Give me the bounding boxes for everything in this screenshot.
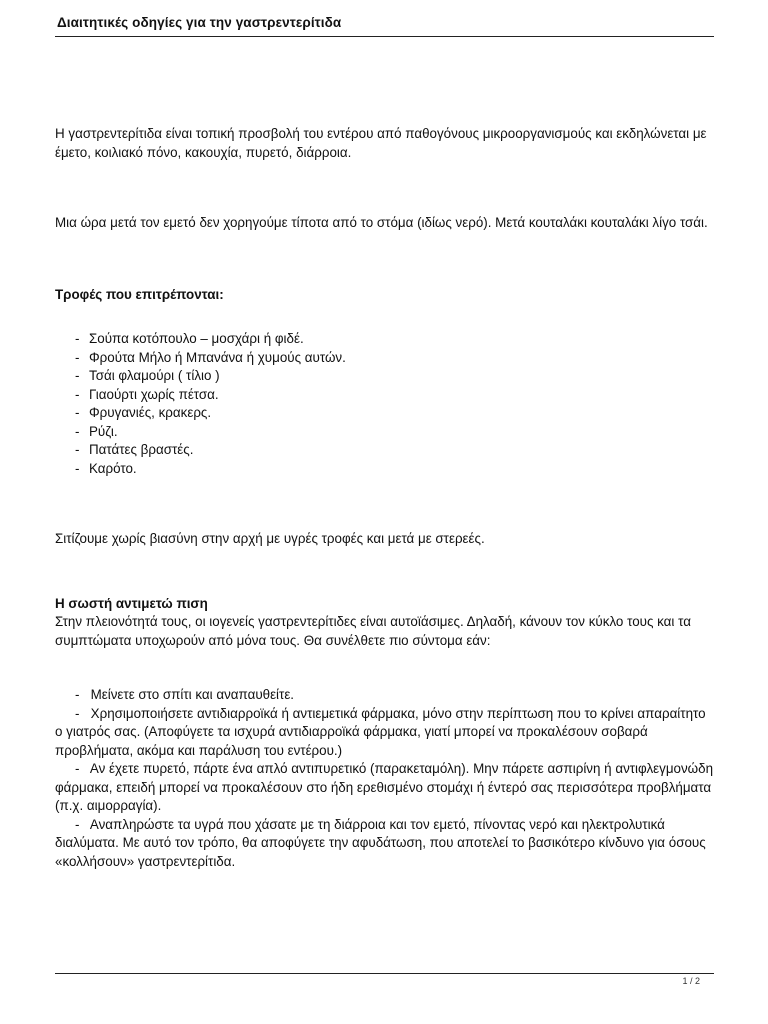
list-dash: - [75,761,80,776]
list-dash: - [75,405,80,420]
list-item-text: Αν έχετε πυρετό, πάρτε ένα απλό αντιπυρετικό (παρακεταμόλη). Μην πάρετε ασπιρίνη ή αντιφλεγμονώδη φάρμακα, επειδή μπορεί να προκαλέσουν στο ήδη ερεθισμένο στομάχι ή έντερό σας περισσότερα προβλήματα (π.χ. αιμορραγία). [55,761,714,813]
feeding-paragraph: Σιτίζουμε χωρίς βιασύνη στην αρχή με υγρές τροφές και μετά με στερεές. [55,531,485,546]
page-header [55,14,714,37]
list-item [55,816,715,872]
list-item [55,705,715,761]
list-item [55,686,715,705]
allowed-foods-list [55,330,715,478]
allowed-foods-heading: Τροφές που επιτρέπονται: [55,286,224,302]
list-item-text: Αναπληρώστε τα υγρά που χάσατε με τη διάρροια και τον εμετό, πίνοντας νερό και ηλεκτρολυτικά διαλύματα. Με αυτό τον τρόπο, θα αποφύγετε την αφυδάτωση, που αποτελεί το βασικότερο κίνδυνο για όσους «κολλήσουν» γαστρεντερίτιδα. [55,816,706,869]
list-item-text: Φρυγανιές, κρακερς. [89,405,212,420]
list-dash: - [75,423,80,439]
majority-paragraph: Στην πλειονότητά τους, οι ιογενείς γαστρεντερίτιδες είναι αυτοϊάσιμες. Δηλαδή, κάνουν τον κύκλο τους και τα συμπτώματα υποχωρούν από μόνα τους. Θα συνέλθετε πιο σύντομα εάν: [55,614,691,648]
list-dash: - [75,705,80,721]
document-body [55,125,715,871]
list-item [55,460,715,479]
document-title: Διαιτητικές οδηγίες για την γαστρεντερίτιδα [57,15,342,30]
list-item [55,760,715,816]
treatment-heading: Η σωστή αντιμετώ πιση [55,595,208,611]
list-dash: - [75,460,80,476]
list-item [55,441,715,460]
list-item-text: Ρύζι. [89,423,118,439]
list-dash: - [75,331,80,346]
list-item [55,423,715,442]
list-item [55,386,715,405]
list-item [55,367,715,386]
list-dash: - [75,368,80,383]
list-dash: - [75,349,80,365]
list-item-text: Καρότο. [89,460,137,476]
list-dash: - [75,386,80,402]
list-item-text: Πατάτες βραστές. [89,442,194,457]
list-item-text: Σούπα κοτόπουλο – μοσχάρι ή φιδέ. [89,331,304,346]
advice-list [55,686,715,871]
list-dash: - [75,687,80,702]
list-item-text: Φρούτα Μήλο ή Μπανάνα ή χυμούς αυτών. [89,349,346,365]
page-footer [55,973,714,986]
intro-paragraph: Η γαστρεντερίτιδα είναι τοπική προσβολή του εντέρου από παθογόνους μικροοργανισμούς και εκδηλώνεται με έμετο, κοιλιακό πόνο, κακουχία, πυρετό, διάρροια. [55,126,707,160]
list-item [55,404,715,423]
list-dash: - [75,816,80,832]
list-item-text: Χρησιμοποιήσετε αντιδιαρροϊκά ή αντιεμετικά φάρμακα, μόνο στην περίπτωση που το κρίνει απαραίτητο ο γιατρός σας. (Αποφύγετε τα ισχυρά αντιδιαρροϊκά φάρμακα, γιατί μπορεί να προκαλέσουν σοβαρά προβλήματα, ακόμα και παράλυση του εντέρου.) [55,705,706,758]
list-item-text: Μείνετε στο σπίτι και αναπαυθείτε. [90,687,295,702]
list-dash: - [75,442,80,457]
hour-after-paragraph: Μια ώρα μετά τον εμετό δεν χορηγούμε τίποτα από το στόμα (ιδίως νερό). Μετά κουταλάκι κουταλάκι λίγο τσάι. [55,215,708,230]
page-number: 1 / 2 [682,976,700,986]
list-item [55,349,715,368]
list-item-text: Γιαούρτι χωρίς πέτσα. [89,386,219,402]
list-item-text: Τσάι φλαμούρι ( τίλιο ) [89,368,220,383]
list-item [55,330,715,349]
